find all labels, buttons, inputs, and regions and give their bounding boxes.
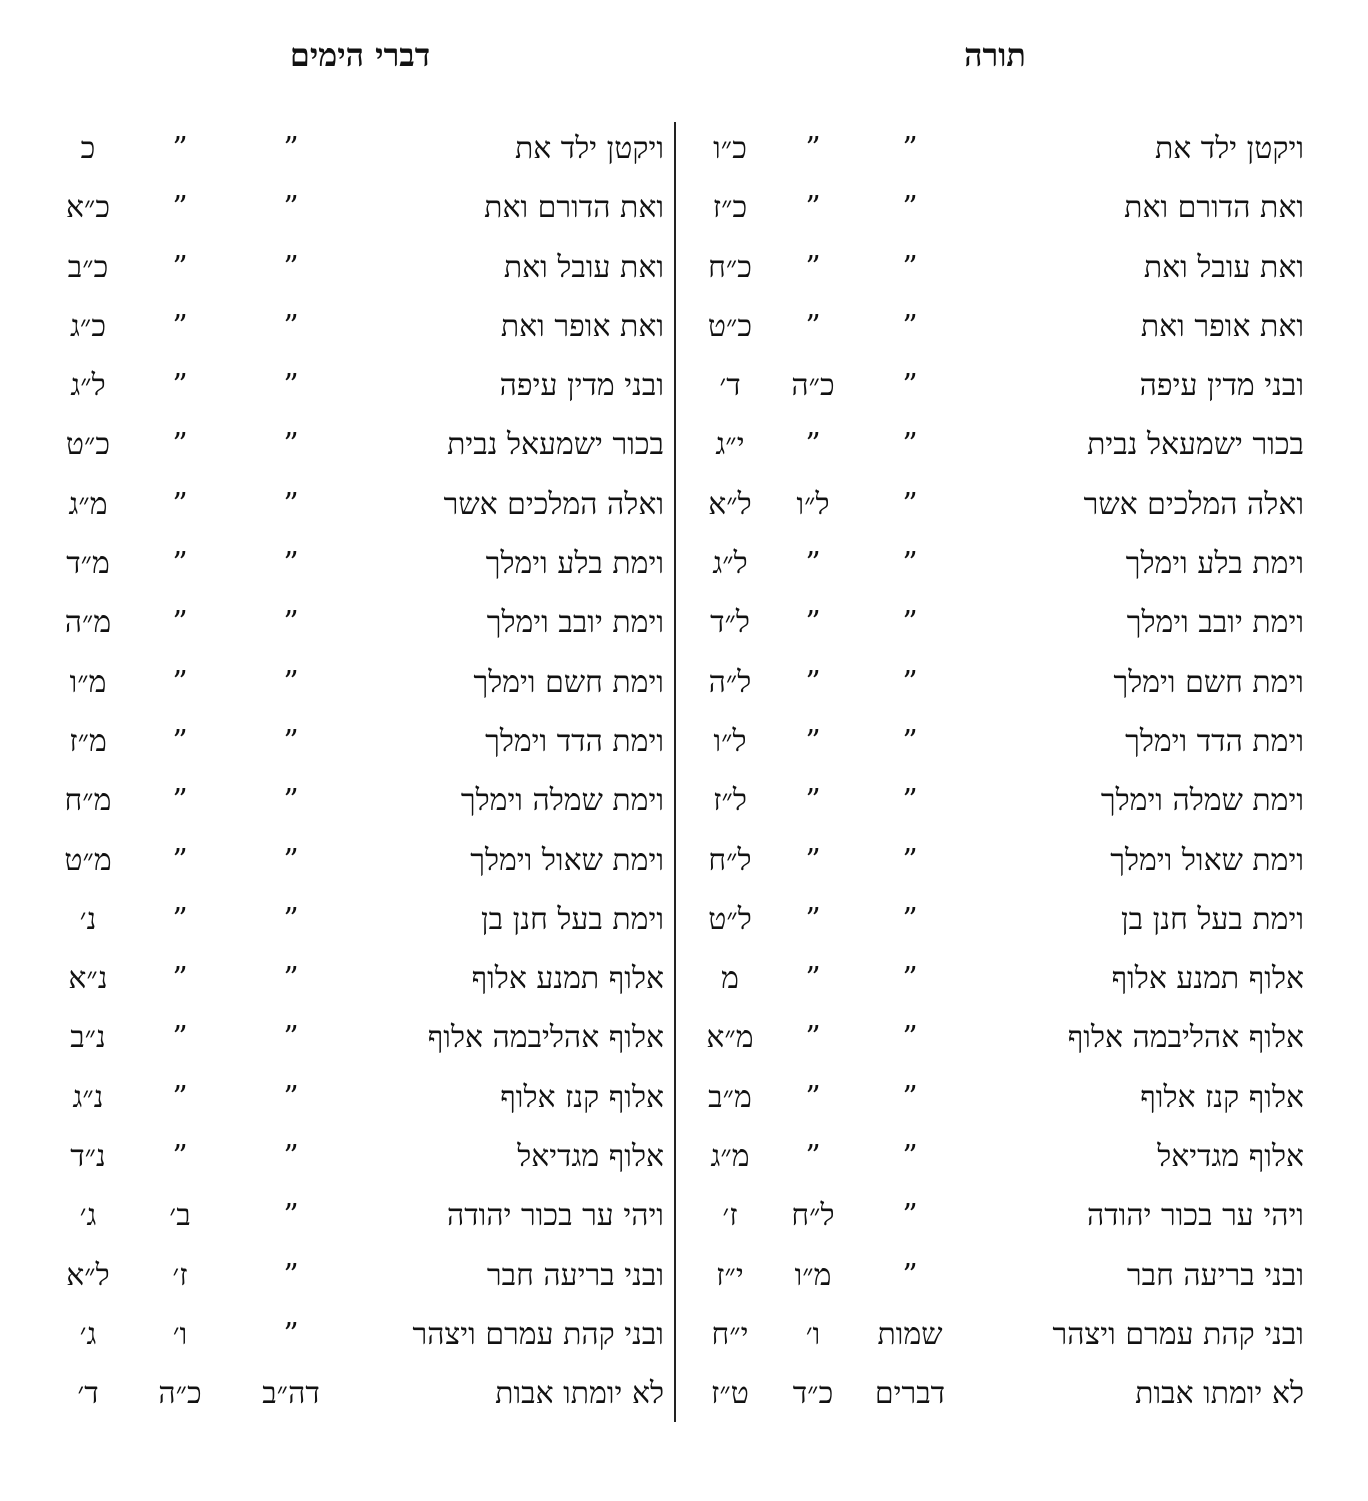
divrei-chapter: ” bbox=[172, 131, 188, 166]
divrei-book: ” bbox=[283, 1020, 299, 1056]
divrei-chapter: ” bbox=[172, 723, 188, 759]
torah-book: ” bbox=[902, 427, 918, 463]
table-row bbox=[0, 416, 1368, 475]
torah-verse: ל״ז bbox=[713, 783, 747, 819]
divrei-book: ” bbox=[283, 664, 299, 700]
torah-chapter: כ״ד bbox=[792, 1376, 834, 1412]
table-row bbox=[0, 357, 1368, 416]
torah-phrase: וימת חשם וימלך bbox=[1113, 664, 1304, 700]
divrei-book: ” bbox=[283, 723, 299, 759]
divrei-verse: כ״ט bbox=[65, 427, 111, 463]
divrei-phrase: וימת יובב וימלך bbox=[486, 605, 664, 641]
torah-verse: ד׳ bbox=[719, 368, 741, 404]
table-row bbox=[0, 654, 1368, 713]
divrei-book: ” bbox=[283, 961, 299, 997]
divrei-phrase: לא יומתו אבות bbox=[495, 1376, 664, 1412]
divrei-verse: מ״ד bbox=[66, 546, 110, 582]
table-row bbox=[0, 891, 1368, 950]
divrei-verse: נ׳ bbox=[79, 901, 97, 937]
divrei-chapter: ” bbox=[172, 842, 188, 878]
torah-chapter: ” bbox=[805, 190, 821, 226]
table-row bbox=[0, 535, 1368, 594]
divrei-book: ” bbox=[283, 1316, 299, 1352]
torah-phrase: אלוף קנז אלוף bbox=[1140, 1079, 1304, 1115]
comparison-table bbox=[0, 120, 1368, 1425]
divrei-chapter: ” bbox=[172, 486, 188, 522]
torah-verse: כ״ח bbox=[708, 249, 752, 285]
divrei-chapter: ” bbox=[172, 1079, 188, 1115]
torah-verse: ל״ג bbox=[712, 546, 748, 582]
table-row bbox=[0, 772, 1368, 831]
torah-chapter: ” bbox=[805, 605, 821, 641]
torah-chapter: ” bbox=[805, 1079, 821, 1115]
divrei-book: ” bbox=[283, 427, 299, 463]
torah-chapter: ” bbox=[805, 842, 821, 878]
divrei-phrase: אלוף אהליבמה אלוף bbox=[427, 1020, 664, 1056]
divrei-phrase: אלוף קנז אלוף bbox=[500, 1079, 664, 1115]
torah-chapter: ” bbox=[805, 249, 821, 285]
torah-chapter: ל״ח bbox=[791, 1198, 835, 1234]
torah-phrase: ואת הדורם ואת bbox=[1124, 190, 1304, 226]
divrei-chapter: ב׳ bbox=[169, 1198, 191, 1234]
divrei-verse: מ״ה bbox=[64, 605, 112, 641]
torah-book: ” bbox=[902, 1139, 918, 1175]
torah-book: ” bbox=[902, 901, 918, 937]
divrei-phrase: אלוף תמנע אלוף bbox=[471, 961, 664, 997]
torah-phrase: בכור ישמעאל נבית bbox=[1087, 427, 1304, 463]
torah-phrase: וימת בלע וימלך bbox=[1125, 546, 1304, 582]
divrei-hayamim-header: דברי הימים bbox=[289, 36, 431, 74]
torah-phrase: אלוף תמנע אלוף bbox=[1111, 961, 1304, 997]
divrei-phrase: וימת בלע וימלך bbox=[485, 546, 664, 582]
torah-book: ” bbox=[902, 308, 918, 344]
table-row bbox=[0, 1247, 1368, 1306]
divrei-chapter: ” bbox=[172, 546, 188, 582]
divrei-chapter: ” bbox=[172, 308, 188, 344]
torah-book: ” bbox=[902, 368, 918, 404]
divrei-phrase: ובני מדין עיפה bbox=[499, 368, 664, 404]
torah-chapter: מ״ו bbox=[794, 1257, 832, 1293]
table-row bbox=[0, 239, 1368, 298]
torah-book: ” bbox=[902, 486, 918, 522]
torah-verse: כ״ו bbox=[713, 131, 747, 166]
torah-verse: ל״ח bbox=[708, 842, 752, 878]
torah-phrase: ואת אופר ואת bbox=[1140, 308, 1304, 344]
torah-verse: מ״ב bbox=[708, 1079, 752, 1115]
torah-book: ” bbox=[902, 131, 918, 166]
divrei-book: ” bbox=[283, 486, 299, 522]
torah-book: ” bbox=[902, 605, 918, 641]
divrei-verse: כ״ב bbox=[67, 249, 109, 285]
divrei-verse: מ״ז bbox=[69, 723, 107, 759]
divrei-chapter: ” bbox=[172, 961, 188, 997]
torah-book: ” bbox=[902, 1198, 918, 1234]
divrei-phrase: אלוף מגדיאל bbox=[517, 1139, 664, 1175]
torah-phrase: ויקטן ילד את bbox=[1154, 131, 1304, 166]
divrei-phrase: וימת שמלה וימלך bbox=[460, 783, 664, 819]
divrei-verse: נ״א bbox=[68, 961, 108, 997]
divrei-phrase: ואת אופר ואת bbox=[500, 308, 664, 344]
torah-book: ” bbox=[902, 961, 918, 997]
divrei-verse: מ״ט bbox=[64, 842, 112, 878]
torah-phrase: ויהי ער בכור יהודה bbox=[1086, 1198, 1304, 1234]
divrei-book: ” bbox=[283, 368, 299, 404]
divrei-book: ” bbox=[283, 783, 299, 819]
torah-phrase: ואת עובל ואת bbox=[1143, 249, 1304, 285]
divrei-chapter: כ״ה bbox=[158, 1376, 202, 1412]
table-row bbox=[0, 179, 1368, 238]
divrei-phrase: ויקטן ילד את bbox=[514, 131, 664, 166]
torah-phrase: וימת יובב וימלך bbox=[1126, 605, 1304, 641]
torah-chapter: ” bbox=[805, 723, 821, 759]
torah-verse: ל״ו bbox=[713, 723, 747, 759]
torah-header: תורה bbox=[964, 36, 1026, 74]
divrei-book: ” bbox=[283, 308, 299, 344]
torah-verse: כ״ז bbox=[712, 190, 748, 226]
torah-book: ” bbox=[902, 546, 918, 582]
torah-verse: י״ז bbox=[716, 1257, 744, 1293]
divrei-phrase: ואלה המלכים אשר bbox=[443, 486, 664, 522]
divrei-verse: מ״ח bbox=[64, 783, 112, 819]
divrei-verse: נ״ב bbox=[70, 1020, 106, 1056]
torah-book: ” bbox=[902, 249, 918, 285]
torah-book: ” bbox=[902, 664, 918, 700]
torah-verse: מ״א bbox=[706, 1020, 754, 1056]
divrei-chapter: ” bbox=[172, 427, 188, 463]
divrei-chapter: ” bbox=[172, 783, 188, 819]
divrei-verse: ג׳ bbox=[79, 1316, 97, 1352]
torah-book: ” bbox=[902, 1257, 918, 1293]
torah-phrase: אלוף מגדיאל bbox=[1157, 1139, 1304, 1175]
table-row bbox=[0, 713, 1368, 772]
torah-book: ” bbox=[902, 783, 918, 819]
divrei-verse: כ״א bbox=[65, 190, 111, 226]
torah-verse: כ״ט bbox=[707, 308, 753, 344]
divrei-phrase: וימת הדד וימלך bbox=[485, 723, 664, 759]
divrei-verse: נ״ג bbox=[72, 1079, 104, 1115]
torah-book: ” bbox=[902, 1079, 918, 1115]
torah-phrase: ואלה המלכים אשר bbox=[1083, 486, 1304, 522]
divrei-chapter: ” bbox=[172, 1139, 188, 1175]
divrei-verse: מ״ו bbox=[69, 664, 107, 700]
divrei-phrase: וימת בעל חנן בן bbox=[481, 901, 664, 937]
divrei-book: ” bbox=[283, 1198, 299, 1234]
divrei-chapter: ” bbox=[172, 249, 188, 285]
divrei-verse: נ״ד bbox=[70, 1139, 106, 1175]
torah-phrase: וימת הדד וימלך bbox=[1125, 723, 1304, 759]
torah-chapter: ” bbox=[805, 783, 821, 819]
torah-chapter: ” bbox=[805, 1139, 821, 1175]
torah-verse: ז׳ bbox=[722, 1198, 738, 1234]
table-row bbox=[0, 1128, 1368, 1187]
torah-chapter: ” bbox=[805, 131, 821, 166]
torah-verse: ל״ד bbox=[710, 605, 750, 641]
divrei-phrase: ואת עובל ואת bbox=[503, 249, 664, 285]
table-row bbox=[0, 1069, 1368, 1128]
torah-phrase: אלוף אהליבמה אלוף bbox=[1067, 1020, 1304, 1056]
divrei-chapter: ” bbox=[172, 1020, 188, 1056]
divrei-chapter: ” bbox=[172, 664, 188, 700]
divrei-chapter: ” bbox=[172, 368, 188, 404]
torah-chapter: ” bbox=[805, 901, 821, 937]
torah-chapter: ל״ו bbox=[796, 486, 830, 522]
table-row bbox=[0, 1365, 1368, 1424]
divrei-phrase: וימת חשם וימלך bbox=[473, 664, 664, 700]
torah-chapter: ” bbox=[805, 961, 821, 997]
divrei-book: ” bbox=[283, 190, 299, 226]
torah-verse: מ״ג bbox=[710, 1139, 750, 1175]
divrei-verse: מ״ג bbox=[68, 486, 108, 522]
divrei-phrase: ובני בריעה חבר bbox=[486, 1257, 664, 1293]
torah-chapter: ” bbox=[805, 664, 821, 700]
divrei-phrase: בכור ישמעאל נבית bbox=[447, 427, 664, 463]
torah-book: ” bbox=[902, 190, 918, 226]
divrei-chapter: ” bbox=[172, 901, 188, 937]
torah-book: דברים bbox=[874, 1376, 946, 1412]
torah-book: ” bbox=[902, 723, 918, 759]
divrei-book: ” bbox=[283, 1079, 299, 1115]
torah-phrase: ובני קהת עמרם ויצהר bbox=[1052, 1316, 1304, 1352]
divrei-chapter: ” bbox=[172, 605, 188, 641]
torah-chapter: ” bbox=[805, 427, 821, 463]
torah-book: ” bbox=[902, 842, 918, 878]
divrei-phrase: ואת הדורם ואת bbox=[484, 190, 664, 226]
divrei-book: ” bbox=[283, 131, 299, 166]
table-row bbox=[0, 1009, 1368, 1068]
table-row bbox=[0, 1187, 1368, 1246]
torah-verse: ל״ט bbox=[708, 901, 752, 937]
divrei-book: ” bbox=[283, 1257, 299, 1293]
divrei-verse: ד׳ bbox=[77, 1376, 99, 1412]
torah-phrase: וימת בעל חנן בן bbox=[1121, 901, 1304, 937]
torah-chapter: ו׳ bbox=[805, 1316, 821, 1352]
table-row bbox=[0, 298, 1368, 357]
divrei-book: ” bbox=[283, 249, 299, 285]
divrei-book: ” bbox=[283, 842, 299, 878]
divrei-book: ” bbox=[283, 605, 299, 641]
divrei-verse: ל״ג bbox=[70, 368, 106, 404]
divrei-verse: ל״א bbox=[66, 1257, 110, 1293]
torah-book: ” bbox=[902, 1020, 918, 1056]
divrei-verse: כ״ג bbox=[70, 308, 106, 344]
divrei-book: דה״ב bbox=[262, 1376, 320, 1412]
torah-verse: ל״א bbox=[708, 486, 752, 522]
divrei-book: ” bbox=[283, 901, 299, 937]
divrei-chapter: ז׳ bbox=[172, 1257, 188, 1293]
torah-verse: ט״ז bbox=[711, 1376, 749, 1412]
torah-chapter: ” bbox=[805, 546, 821, 582]
table-row bbox=[0, 476, 1368, 535]
divrei-book: ” bbox=[283, 1139, 299, 1175]
torah-verse: מ bbox=[721, 961, 739, 997]
divrei-verse: ג׳ bbox=[79, 1198, 97, 1234]
torah-phrase: לא יומתו אבות bbox=[1135, 1376, 1304, 1412]
torah-phrase: ובני מדין עיפה bbox=[1139, 368, 1304, 404]
table-row bbox=[0, 1306, 1368, 1365]
torah-chapter: כ״ה bbox=[791, 368, 835, 404]
divrei-chapter: ו׳ bbox=[172, 1316, 188, 1352]
divrei-book: ” bbox=[283, 546, 299, 582]
torah-phrase: וימת שמלה וימלך bbox=[1100, 783, 1304, 819]
table-row bbox=[0, 594, 1368, 653]
torah-verse: ל״ה bbox=[708, 664, 752, 700]
divrei-chapter: ” bbox=[172, 190, 188, 226]
torah-chapter: ” bbox=[805, 1020, 821, 1056]
divrei-phrase: ובני קהת עמרם ויצהר bbox=[412, 1316, 664, 1352]
table-row bbox=[0, 120, 1368, 179]
torah-verse: י״ג bbox=[715, 427, 745, 463]
torah-chapter: ” bbox=[805, 308, 821, 344]
torah-phrase: ובני בריעה חבר bbox=[1126, 1257, 1304, 1293]
table-row bbox=[0, 950, 1368, 1009]
table-row bbox=[0, 832, 1368, 891]
torah-book: שמות bbox=[877, 1316, 943, 1352]
divrei-phrase: ויהי ער בכור יהודה bbox=[446, 1198, 664, 1234]
torah-verse: י״ח bbox=[711, 1316, 749, 1352]
divrei-verse: כ bbox=[80, 131, 96, 166]
torah-phrase: וימת שאול וימלך bbox=[1110, 842, 1304, 878]
divrei-phrase: וימת שאול וימלך bbox=[470, 842, 664, 878]
